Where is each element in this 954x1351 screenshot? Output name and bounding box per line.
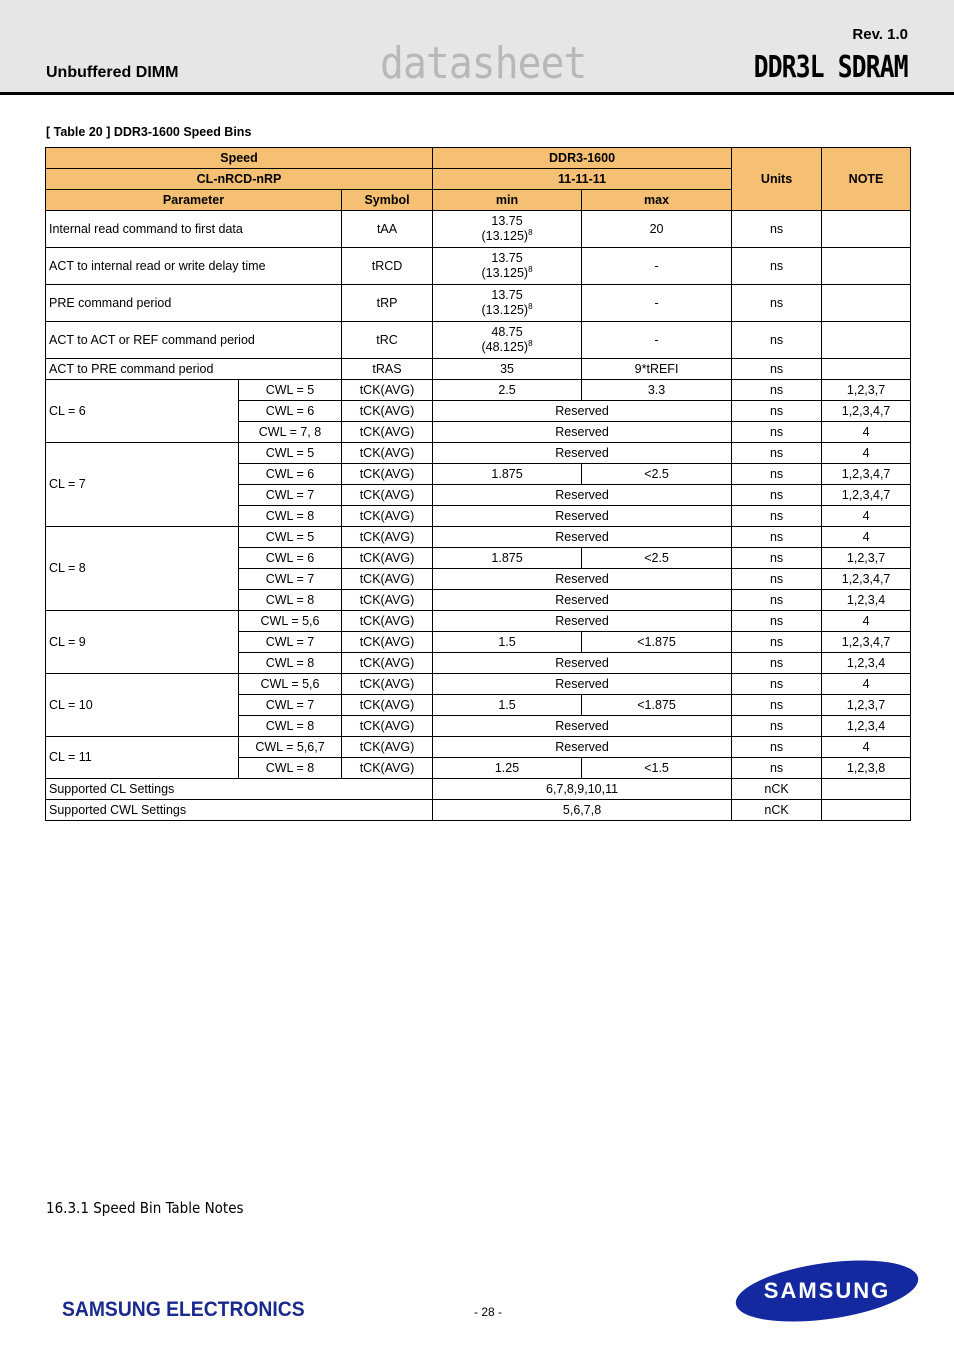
note-cell: 1,2,3,4 (822, 716, 911, 737)
header-units: Units (732, 148, 822, 211)
units-cell: ns (732, 443, 822, 464)
min-value: 48.75 (491, 325, 523, 339)
note-cell (822, 285, 911, 322)
header-parameter: Parameter (46, 190, 342, 211)
product-title: DDR3L SDRAM (754, 50, 908, 85)
note-cell: 1,2,3,7 (822, 695, 911, 716)
cwl-cell: CWL = 6 (239, 401, 342, 422)
parameter-cell: ACT to PRE command period (46, 359, 342, 380)
units-cell: ns (732, 590, 822, 611)
max-cell: - (582, 322, 732, 359)
units-cell: ns (732, 653, 822, 674)
note-cell (822, 800, 911, 821)
header-max: max (582, 190, 732, 211)
units-cell: ns (732, 485, 822, 506)
symbol-cell: tCK(AVG) (342, 653, 433, 674)
cwl-cell: CWL = 5,6 (239, 674, 342, 695)
reserved-cell: Reserved (433, 653, 732, 674)
symbol-cell: tCK(AVG) (342, 506, 433, 527)
logo-wordmark: SAMSUNG (763, 1278, 891, 1303)
cwl-cell: CWL = 7 (239, 485, 342, 506)
reserved-cell: Reserved (433, 401, 732, 422)
units-cell: ns (732, 422, 822, 443)
min-cell: 1.25 (433, 758, 582, 779)
page-number: - 28 - (474, 1305, 503, 1319)
supported-label-cell: Supported CWL Settings (46, 800, 433, 821)
reserved-cell: Reserved (433, 737, 732, 758)
min-cell: 1.875 (433, 548, 582, 569)
reserved-cell: Reserved (433, 443, 732, 464)
units-cell: ns (732, 506, 822, 527)
min-cell (433, 322, 582, 359)
watermark: datasheet (380, 38, 587, 89)
cwl-cell: CWL = 6 (239, 548, 342, 569)
cwl-cell: CWL = 8 (239, 758, 342, 779)
supported-value-cell: 5,6,7,8 (433, 800, 732, 821)
header-min: min (433, 190, 582, 211)
table-row (46, 322, 911, 359)
header-cl-label: CL-nRCD-nRP (46, 169, 433, 190)
cwl-cell: CWL = 5 (239, 443, 342, 464)
symbol-cell: tCK(AVG) (342, 527, 433, 548)
supported-value-cell: 6,7,8,9,10,11 (433, 779, 732, 800)
reserved-cell: Reserved (433, 569, 732, 590)
symbol-cell: tCK(AVG) (342, 548, 433, 569)
cwl-cell: CWL = 7 (239, 569, 342, 590)
units-cell: ns (732, 322, 822, 359)
min-cell (433, 211, 582, 248)
header-symbol: Symbol (342, 190, 433, 211)
min-cell (433, 248, 582, 285)
note-cell: 1,2,3,4 (822, 590, 911, 611)
symbol-cell: tCK(AVG) (342, 569, 433, 590)
reserved-cell: Reserved (433, 716, 732, 737)
reserved-cell: Reserved (433, 422, 732, 443)
note-cell: 4 (822, 737, 911, 758)
units-cell: ns (732, 527, 822, 548)
min-value: 13.75 (491, 214, 523, 228)
footnote-ref: 8 (528, 264, 533, 274)
cwl-cell: CWL = 5 (239, 380, 342, 401)
symbol-cell: tCK(AVG) (342, 380, 433, 401)
cwl-cell: CWL = 5,6,7 (239, 737, 342, 758)
units-cell: ns (732, 569, 822, 590)
max-cell: <1.875 (582, 695, 732, 716)
reserved-cell: Reserved (433, 506, 732, 527)
footnote-ref: 8 (528, 301, 533, 311)
symbol-cell: tCK(AVG) (342, 632, 433, 653)
units-cell: nCK (732, 800, 822, 821)
symbol-cell: tCK(AVG) (342, 611, 433, 632)
min-value: 13.75 (491, 288, 523, 302)
units-cell: ns (732, 548, 822, 569)
table-row (46, 211, 911, 248)
symbol-cell: tCK(AVG) (342, 422, 433, 443)
footnote-ref: 8 (528, 227, 533, 237)
min-cell: 1.875 (433, 464, 582, 485)
footnote-ref: 8 (528, 338, 533, 348)
parameter-cell: PRE command period (46, 285, 342, 322)
units-cell: ns (732, 248, 822, 285)
units-cell: nCK (732, 779, 822, 800)
max-cell: 3.3 (582, 380, 732, 401)
header-grade: DDR3-1600 (433, 148, 732, 169)
symbol-cell: tCK(AVG) (342, 590, 433, 611)
min-cell: 35 (433, 359, 582, 380)
table-row (46, 443, 911, 464)
cwl-cell: CWL = 8 (239, 590, 342, 611)
table-row (46, 285, 911, 322)
cwl-cell: CWL = 8 (239, 506, 342, 527)
reserved-cell: Reserved (433, 611, 732, 632)
header-cl-value: 11-11-11 (433, 169, 732, 190)
min-alt-value: (13.125) (481, 229, 529, 243)
min-cell: 1.5 (433, 695, 582, 716)
units-cell: ns (732, 211, 822, 248)
footer-brand: SAMSUNG ELECTRONICS (62, 1298, 305, 1321)
units-cell: ns (732, 380, 822, 401)
units-cell: ns (732, 611, 822, 632)
max-cell: <2.5 (582, 548, 732, 569)
cwl-cell: CWL = 5,6 (239, 611, 342, 632)
cl-cell: CL = 7 (46, 443, 239, 527)
min-cell: 2.5 (433, 380, 582, 401)
note-cell: 1,2,3,8 (822, 758, 911, 779)
reserved-cell: Reserved (433, 527, 732, 548)
parameter-cell: ACT to ACT or REF command period (46, 322, 342, 359)
max-cell: <1.875 (582, 632, 732, 653)
units-cell: ns (732, 674, 822, 695)
cl-cell: CL = 9 (46, 611, 239, 674)
note-cell: 1,2,3,7 (822, 380, 911, 401)
min-cell (433, 285, 582, 322)
note-cell: 1,2,3,4 (822, 653, 911, 674)
table-caption: [ Table 20 ] DDR3-1600 Speed Bins (46, 125, 252, 139)
table-row (46, 527, 911, 548)
document-subtitle: Unbuffered DIMM (46, 64, 179, 81)
symbol-cell: tCK(AVG) (342, 758, 433, 779)
min-alt-value: (13.125) (481, 266, 529, 280)
note-cell: 1,2,3,4,7 (822, 485, 911, 506)
units-cell: ns (732, 359, 822, 380)
note-cell: 4 (822, 527, 911, 548)
symbol-cell: tCK(AVG) (342, 464, 433, 485)
units-cell: ns (732, 737, 822, 758)
cl-cell: CL = 11 (46, 737, 239, 779)
cl-cell: CL = 6 (46, 380, 239, 443)
note-cell: 1,2,3,7 (822, 548, 911, 569)
max-cell: - (582, 285, 732, 322)
symbol-cell: tCK(AVG) (342, 737, 433, 758)
units-cell: ns (732, 758, 822, 779)
symbol-cell: tCK(AVG) (342, 443, 433, 464)
note-cell: 4 (822, 611, 911, 632)
symbol-cell: tCK(AVG) (342, 716, 433, 737)
note-cell: 1,2,3,4,7 (822, 569, 911, 590)
note-cell (822, 359, 911, 380)
table-row (46, 779, 911, 800)
note-cell: 4 (822, 443, 911, 464)
supported-label-cell: Supported CL Settings (46, 779, 433, 800)
symbol-cell: tCK(AVG) (342, 674, 433, 695)
note-cell: 4 (822, 674, 911, 695)
min-alt-value: (48.125) (481, 340, 529, 354)
cwl-cell: CWL = 8 (239, 653, 342, 674)
page-header (0, 0, 954, 92)
table-row (46, 737, 911, 758)
section-heading: 16.3.1 Speed Bin Table Notes (46, 1199, 244, 1217)
table-body (46, 211, 911, 821)
table-row (46, 611, 911, 632)
reserved-cell: Reserved (433, 674, 732, 695)
header-divider (0, 92, 954, 95)
table-row (46, 674, 911, 695)
parameter-cell: ACT to internal read or write delay time (46, 248, 342, 285)
units-cell: ns (732, 695, 822, 716)
units-cell: ns (732, 401, 822, 422)
table-row (46, 800, 911, 821)
symbol-cell: tCK(AVG) (342, 695, 433, 716)
units-cell: ns (732, 632, 822, 653)
cwl-cell: CWL = 7, 8 (239, 422, 342, 443)
table-row (46, 359, 911, 380)
min-value: 13.75 (491, 251, 523, 265)
cwl-cell: CWL = 7 (239, 695, 342, 716)
speed-bin-table (45, 147, 911, 821)
symbol-cell: tRAS (342, 359, 433, 380)
max-cell: 9*tREFI (582, 359, 732, 380)
symbol-cell: tAA (342, 211, 433, 248)
table-row (46, 380, 911, 401)
max-cell: <2.5 (582, 464, 732, 485)
min-cell: 1.5 (433, 632, 582, 653)
cwl-cell: CWL = 8 (239, 716, 342, 737)
cl-cell: CL = 8 (46, 527, 239, 611)
note-cell (822, 322, 911, 359)
parameter-cell: Internal read command to first data (46, 211, 342, 248)
symbol-cell: tRCD (342, 248, 433, 285)
note-cell: 4 (822, 506, 911, 527)
header-speed: Speed (46, 148, 433, 169)
symbol-cell: tCK(AVG) (342, 401, 433, 422)
header-note: NOTE (822, 148, 911, 211)
note-cell: 1,2,3,4,7 (822, 632, 911, 653)
units-cell: ns (732, 716, 822, 737)
symbol-cell: tCK(AVG) (342, 485, 433, 506)
note-cell: 1,2,3,4,7 (822, 401, 911, 422)
cl-cell: CL = 10 (46, 674, 239, 737)
cwl-cell: CWL = 7 (239, 632, 342, 653)
units-cell: ns (732, 285, 822, 322)
symbol-cell: tRP (342, 285, 433, 322)
note-cell: 4 (822, 422, 911, 443)
note-cell (822, 779, 911, 800)
samsung-logo (732, 1254, 922, 1328)
reserved-cell: Reserved (433, 590, 732, 611)
cwl-cell: CWL = 5 (239, 527, 342, 548)
note-cell: 1,2,3,4,7 (822, 464, 911, 485)
max-cell: - (582, 248, 732, 285)
min-alt-value: (13.125) (481, 303, 529, 317)
symbol-cell: tRC (342, 322, 433, 359)
reserved-cell: Reserved (433, 485, 732, 506)
units-cell: ns (732, 464, 822, 485)
note-cell (822, 211, 911, 248)
max-cell: <1.5 (582, 758, 732, 779)
cwl-cell: CWL = 6 (239, 464, 342, 485)
table-row (46, 248, 911, 285)
revision-label: Rev. 1.0 (852, 26, 908, 43)
note-cell (822, 248, 911, 285)
max-cell: 20 (582, 211, 732, 248)
